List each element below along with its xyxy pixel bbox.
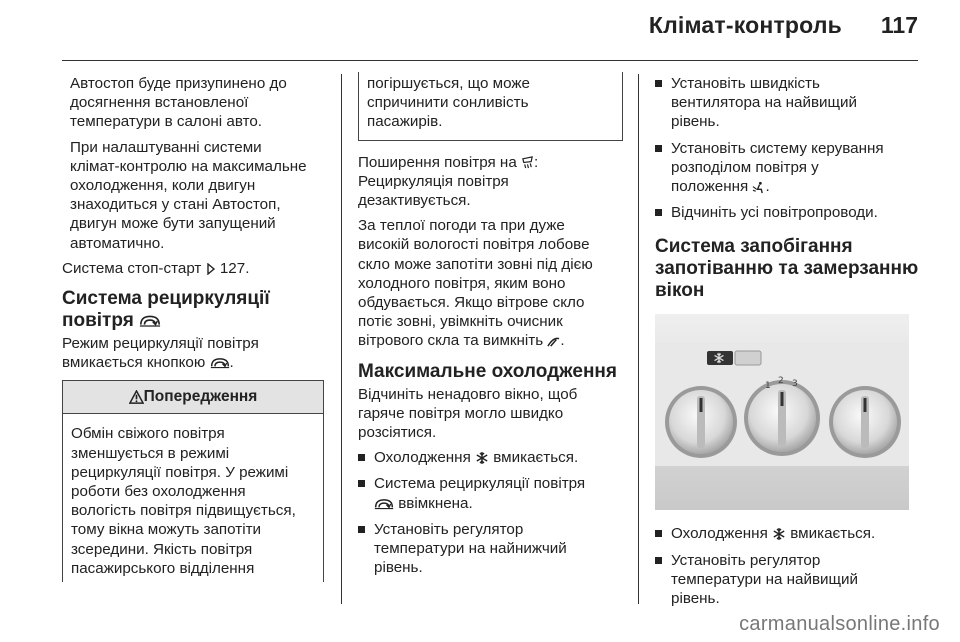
recirculation-button bbox=[735, 351, 761, 365]
column-3 bbox=[655, 74, 920, 615]
fogging-paragraph: За теплої погоди та при дуже високій вологості повітря лобове скло може запотіти зовні під дією холодного повітря, яким воно обдувається. Якщо вітрове скло потіє зовні, увімкніть очисник вітрового скла та вимкніть . bbox=[358, 217, 593, 350]
warning-box bbox=[62, 380, 324, 582]
knob-number: 3 bbox=[792, 379, 798, 390]
list-item: Установіть регулятор температури на найвищий рівень. bbox=[655, 551, 920, 609]
warning-body: Обмін свіжого повітря зменшується в режимі рециркуляції повітря. У режимі роботи без охолодження вологість повітря підвищується, тому вікна можуть запотіти зсередини. Якість повітря пасажирського відділення bbox=[71, 425, 296, 577]
warning-header: Попередження bbox=[63, 381, 323, 414]
air-distribution-knob bbox=[829, 386, 901, 458]
list-item: Відчиніть усі повітропроводи. bbox=[655, 203, 920, 222]
column-divider-2 bbox=[638, 74, 639, 604]
recirculation-icon bbox=[210, 357, 230, 369]
header-rule bbox=[62, 60, 918, 61]
knob-number: 1 bbox=[765, 381, 771, 392]
max-cooling-list-cont bbox=[655, 74, 920, 222]
list-item: Установіть систему керування розподілом повітря у положення . bbox=[655, 139, 920, 197]
snowflake-icon bbox=[475, 451, 489, 465]
column-divider-1 bbox=[341, 74, 342, 604]
recirculation-heading: Система рециркуляції повітря bbox=[62, 288, 270, 332]
climate-control-panel-figure bbox=[655, 314, 909, 510]
max-cooling-list bbox=[358, 448, 623, 577]
defog-list bbox=[655, 524, 920, 608]
knob-number: 2 bbox=[778, 376, 784, 387]
page-title: Клімат-контроль bbox=[648, 12, 842, 38]
defog-heading: Система запобігання запотіванню та замерзанню вікон bbox=[655, 236, 919, 302]
windscreen-airflow-icon bbox=[521, 156, 534, 169]
warning-triangle-icon bbox=[129, 390, 144, 404]
recirculation-text: Режим рециркуляції повітря вмикається кнопкою . bbox=[62, 335, 259, 372]
footwell-airflow-icon bbox=[752, 181, 765, 194]
autostop-paragraph: Автостоп буде призупинено до досягнення встановленої температури в салоні авто. bbox=[70, 75, 287, 131]
list-item: Охолодження вмикається. bbox=[358, 448, 623, 467]
list-item: Установіть швидкість вентилятора на найвищий рівень. bbox=[655, 74, 920, 132]
column-1 bbox=[62, 74, 324, 582]
max-cooling-paragraph: При налаштуванні системи клімат-контролю на максимальне охолодження, коли двигун знаходиться у стані Автостоп, двигун може бути запущений автоматично. bbox=[70, 138, 307, 252]
stop-start-reference[interactable]: Система стоп-старт 127. bbox=[62, 259, 250, 277]
airflow-paragraph: Поширення повітря на : Рециркуляція повітря дезактивується. bbox=[358, 153, 539, 210]
max-cooling-heading: Максимальне охолодження bbox=[358, 360, 617, 382]
column-2 bbox=[358, 72, 623, 584]
list-item: Система рециркуляції повітря ввімкнена. bbox=[358, 474, 623, 512]
wiper-icon bbox=[547, 335, 560, 348]
page-number: 117 bbox=[880, 12, 918, 38]
max-cooling-text: Відчиніть ненадовго вікно, щоб гаряче повітря могло швидко розсіятися. bbox=[358, 385, 578, 442]
list-item: Охолодження вмикається. bbox=[655, 524, 920, 543]
arrow-ref-icon bbox=[206, 263, 216, 275]
warning-box-continued: погіршується, що може спричинити сонливість пасажирів. bbox=[358, 72, 623, 141]
fan-knob bbox=[665, 386, 737, 458]
recirculation-icon bbox=[374, 498, 394, 510]
watermark: carmanualsonline.info bbox=[739, 613, 940, 635]
control-panel-illustration bbox=[655, 314, 909, 510]
snowflake-icon bbox=[772, 527, 786, 541]
recirculation-icon bbox=[139, 314, 161, 328]
list-item: Установіть регулятор температури на найнижчий рівень. bbox=[358, 520, 623, 578]
